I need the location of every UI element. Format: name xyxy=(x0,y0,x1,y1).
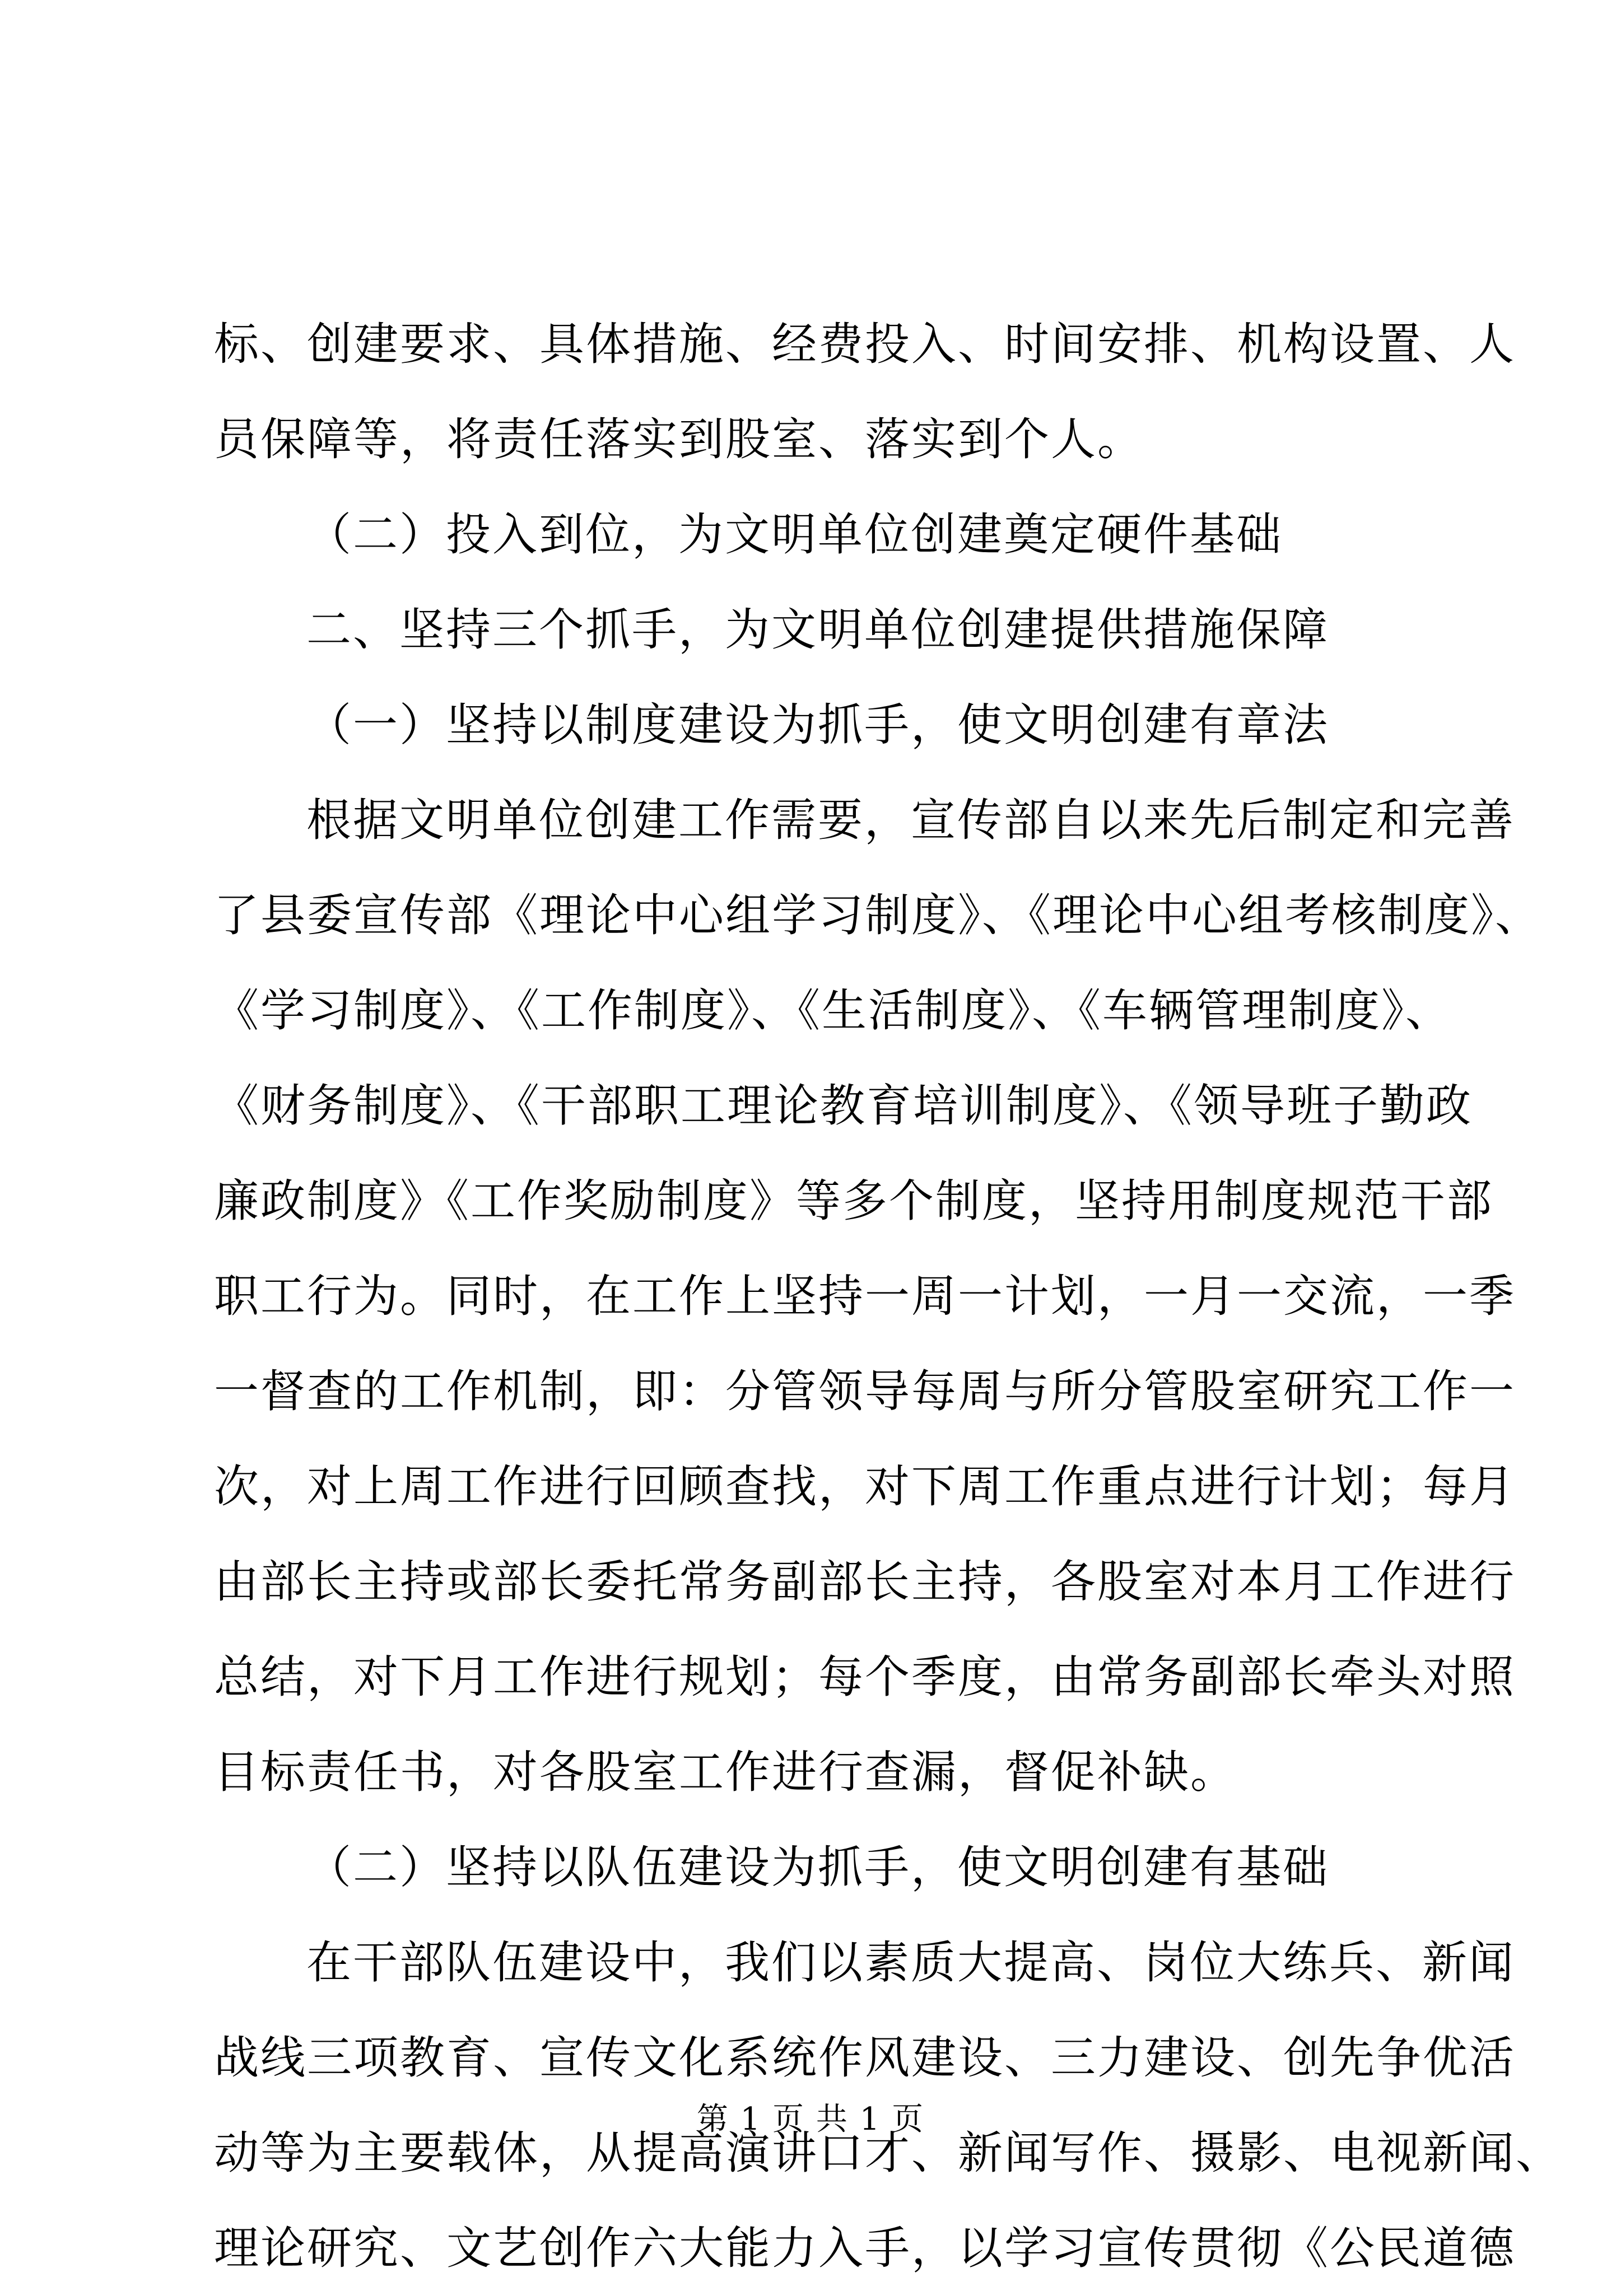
text-line: 了县委宣传部《理论中心组学习制度》、《理论中心组考核制度》、 xyxy=(214,889,1541,941)
document-body xyxy=(214,297,1562,2296)
text-line: 战线三项教育、宣传文化系统作风建设、三力建设、创先争优活 xyxy=(214,2032,1516,2084)
text-line: 廉政制度》《工作奖励制度》等多个制度，坚持用制度规范干部 xyxy=(214,1175,1493,1227)
text-line: 《学习制度》、《工作制度》、《生活制度》、《车辆管理制度》、 xyxy=(214,984,1452,1037)
text-line: 理论研究、文艺创作六大能力入手，以学习宣传贯彻《公民道德 xyxy=(214,2222,1516,2274)
text-line: （一）坚持以制度建设为抓手，使文明创建有章法 xyxy=(306,699,1329,751)
text-line: 目标责任书，对各股室工作进行查漏，督促补缺。 xyxy=(214,1746,1237,1798)
text-line: 《财务制度》、《干部职工理论教育培训制度》、《领导班子勤政 xyxy=(214,1080,1473,1132)
text-line: 员保障等，将责任落实到股室、落实到个人。 xyxy=(214,413,1144,465)
text-line: 在干部队伍建设中，我们以素质大提高、岗位大练兵、新闻 xyxy=(306,1936,1515,1989)
text-line: 次，对上周工作进行回顾查找，对下周工作重点进行计划；每月 xyxy=(214,1460,1516,1513)
page-footer: 第 1 页 共 1 页 xyxy=(696,2101,925,2138)
text-line: （二）坚持以队伍建设为抓手，使文明创建有基础 xyxy=(306,1841,1329,1893)
text-line: （二）投入到位，为文明单位创建奠定硬件基础 xyxy=(306,508,1283,561)
text-line: 动等为主要载体，从提高演讲口才、新闻写作、摄影、电视新闻、 xyxy=(214,2127,1562,2179)
text-line: 根据文明单位创建工作需要，宣传部自以来先后制定和完善 xyxy=(306,794,1515,846)
text-line: 由部长主持或部长委托常务副部长主持，各股室对本月工作进行 xyxy=(214,1556,1516,1608)
text-line: 职工行为。同时，在工作上坚持一周一计划，一月一交流，一季 xyxy=(214,1270,1516,1322)
text-line: 二、坚持三个抓手，为文明单位创建提供措施保障 xyxy=(306,604,1329,656)
text-line: 一督查的工作机制，即：分管领导每周与所分管股室研究工作一 xyxy=(214,1365,1516,1417)
text-line: 标、创建要求、具体措施、经费投入、时间安排、机构设置、人 xyxy=(214,318,1516,370)
text-line: 总结，对下月工作进行规划；每个季度，由常务副部长牵头对照 xyxy=(214,1651,1516,1703)
